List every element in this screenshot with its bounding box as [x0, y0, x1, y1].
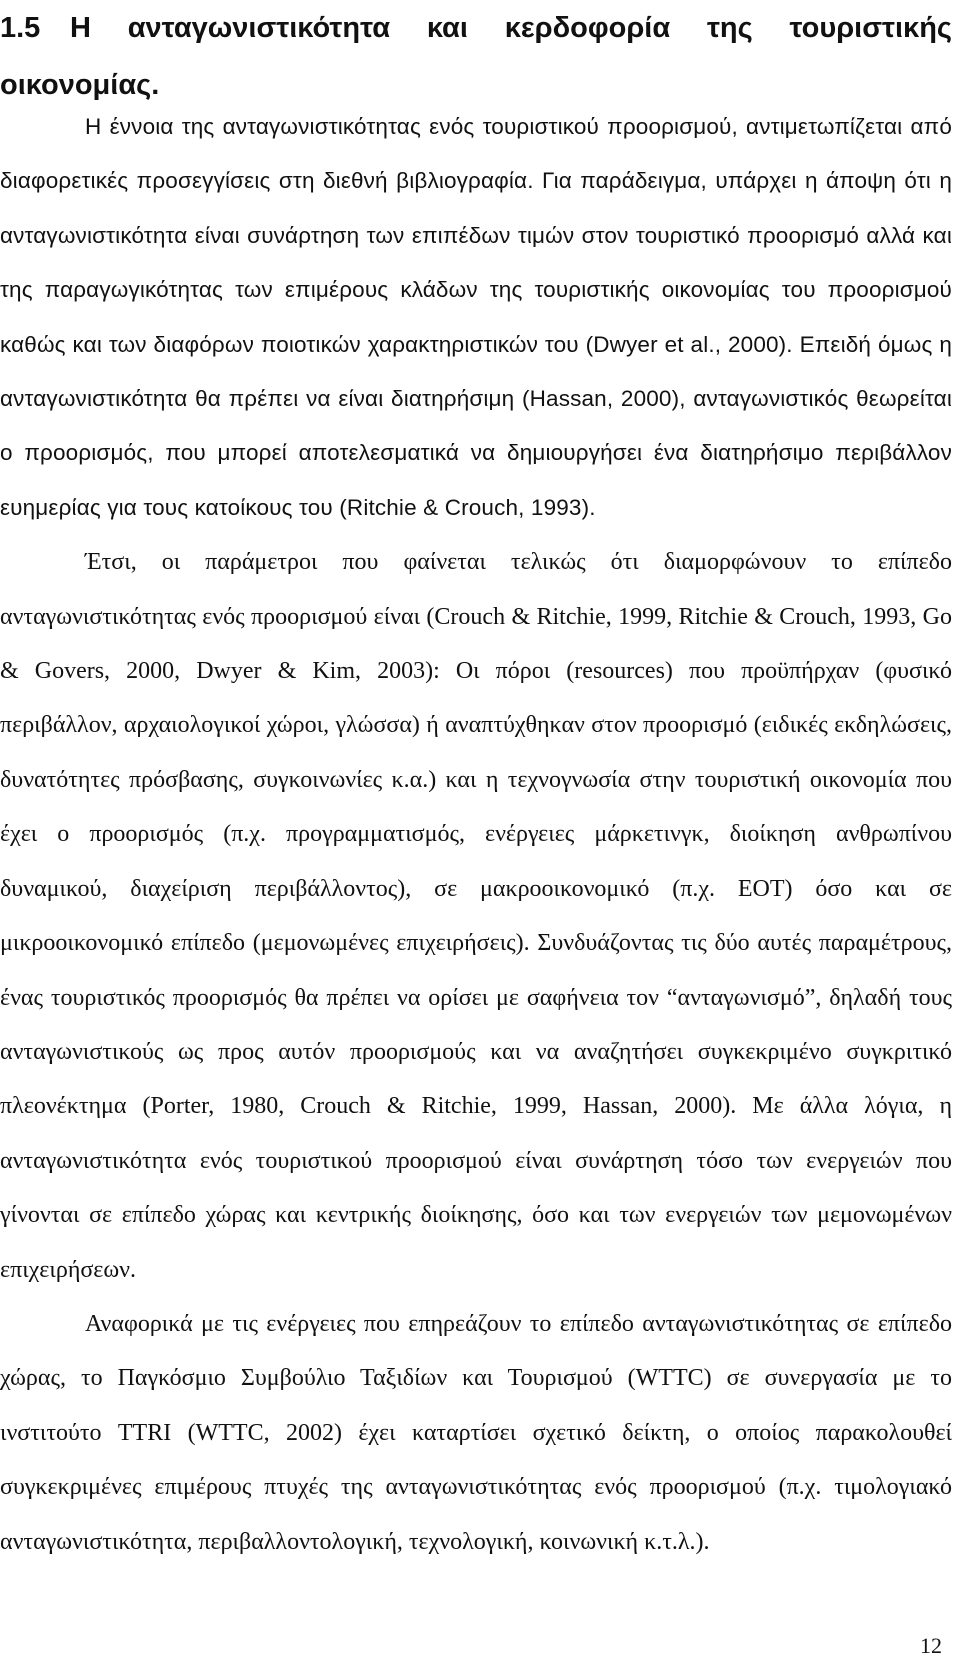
paragraph-2: Έτσι, οι παράμετροι που φαίνεται τελικώς ότι διαμορφώνουν το επίπεδο ανταγωνιστικότητας ενός προορισμού είναι (Crouch & Ritchie, 1999, Ritchie & Crouch, 1993, Go & Govers, 2000, Dwyer & Kim, 2003): Οι πόροι (resources) που προϋπήρχαν (φυσικό περιβάλλον, αρχαιολογικοί χώροι, γλώσσα) ή αναπτύχθηκαν στον προορισμό (ειδικές εκδηλώσεις, δυνατότητες πρόσβασης, συγκοινωνίες κ.α.) και η τεχνογνωσία στην τουριστική οικονομία που έχει ο προορισμός (π.χ. προγραμματισμός, ενέργειες μάρκετινγκ, διοίκηση ανθρωπίνου δυναμικού, διαχείριση περιβάλλοντος), σε μακροοικονομικό (π.χ. ΕΟΤ) όσο και σε μικροοικονομικό επίπεδο (μεμονωμένες επιχειρήσεις). Συνδυάζοντας τις δύο αυτές παραμέτρους, ένας τουριστικός προορισμός θα πρέπει να ορίσει με σαφήνεια τον “ανταγωνισμό”, δηλαδή τους ανταγωνιστικούς ως προς αυτόν προορισμούς και να αναζητήσει συγκεκριμένο συγκριτικό πλεονέκτημα (Porter, 1980, Crouch & Ritchie, 1999, Hassan, 2000). Με άλλα λόγια, η ανταγωνιστικότητα ενός τουριστικού προορισμού είναι συνάρτηση τόσο των ενεργειών που γίνονται σε επίπεδο χώρας και κεντρικής διοίκησης, όσο και των ενεργειών των μεμονωμένων επιχειρήσεων. — [0, 549, 952, 1283]
paragraph-1: Η έννοια της ανταγωνιστικότητας ενός τουριστικού προορισμού, αντιμετωπίζεται από διαφορετικές προσεγγίσεις στη διεθνή βιβλιογραφία. Για παράδειγμα, υπάρχει η άποψη ότι η ανταγωνιστικότητα είναι συνάρτηση των επιπέδων τιμών στον τουριστικό προορισμό αλλά και της παραγωγικότητας των επιμέρους κλάδων της τουριστικής οικονομίας του προορισμού καθώς και των διαφόρων ποιοτικών χαρακτηριστικών του (Dwyer et al., 2000). Επειδή όμως η ανταγωνιστικότητα θα πρέπει να είναι διατηρήσιμη (Hassan, 2000), ανταγωνιστικός θεωρείται ο προορισμός, που μπορεί αποτελεσματικά να δημιουργήσει ένα διατηρήσιμο περιβάλλον ευημερίας για τους κατοίκους του (Ritchie & Crouch, 1993). — [0, 114, 952, 520]
section-title-part-2: οικονομίας. — [0, 69, 160, 101]
section-heading — [0, 0, 952, 114]
body-text — [0, 100, 952, 1569]
paragraph-3: Αναφορικά με τις ενέργειες που επηρεάζουν το επίπεδο ανταγωνιστικότητας σε επίπεδο χώρας, το Παγκόσμιο Συμβούλιο Ταξιδίων και Τουρισμού (WTTC) σε συνεργασία με το ινστιτούτο TTRI (WTTC, 2002) έχει καταρτίσει σχετικό δείκτη, ο οποίος παρακολουθεί συγκεκριμένες επιμέρους πτυχές της ανταγωνιστικότητας ενός προορισμού (π.χ. τιμολογιακό ανταγωνιστικότητα, περιβαλλοντολογική, τεχνολογική, κοινωνική κ.τ.λ.). — [0, 1310, 952, 1555]
section-number: 1.5 — [0, 12, 41, 44]
page-number: 12 — [920, 1633, 942, 1658]
section-heading-line-1 — [0, 0, 952, 57]
section-title-part-1: Η ανταγωνιστικότητα και κερδοφορία της τουριστικής — [70, 12, 952, 44]
